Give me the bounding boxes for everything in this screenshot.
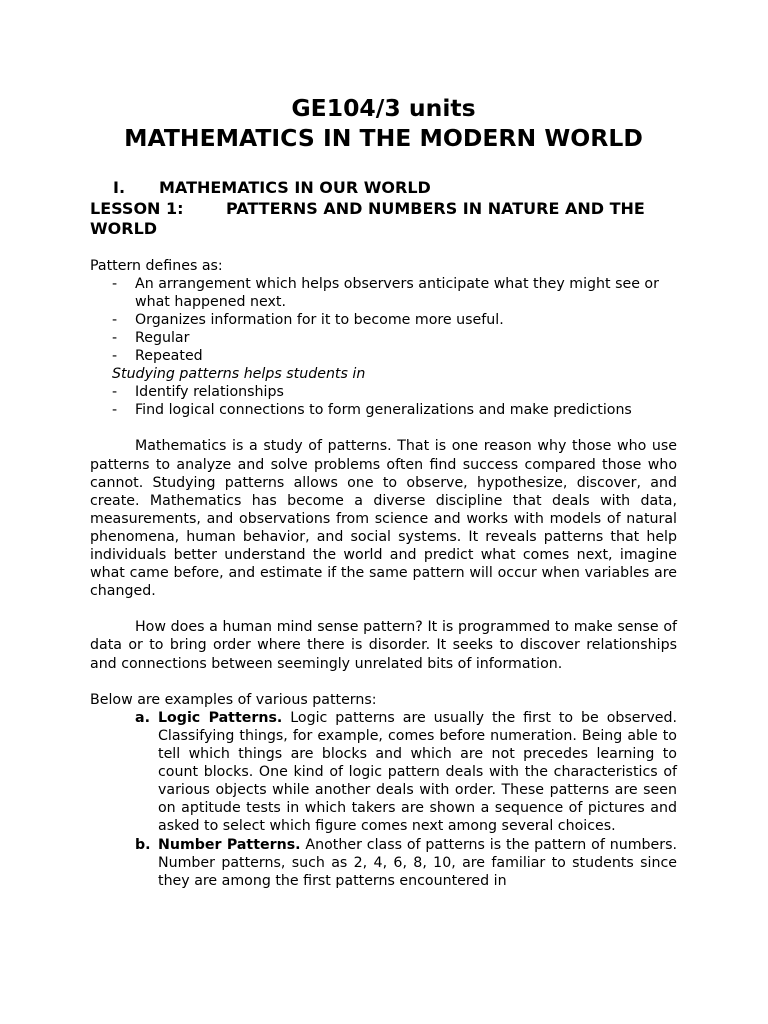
list-item: - Identify relationships xyxy=(112,384,284,401)
list-item: - Organizes information for it to become more useful. xyxy=(112,311,504,328)
section-number: I. xyxy=(113,178,126,197)
list-item-text: Organizes information for it to become more useful. xyxy=(135,311,504,328)
page-content xyxy=(90,93,677,890)
definition-list xyxy=(90,275,677,365)
studying-intro: Studying patterns helps students in xyxy=(112,366,366,383)
spacer xyxy=(90,419,677,437)
pattern-description: Logic patterns are usually the first to be observed. Classifying things, for example, comes before numeration. Being able to tell which things are blocks and which are not precedes learning to count blocks. One kind of logic pattern deals with the characteristics of various objects while another deals with order. These patterns are seen on aptitude tests in which takers are shown a sequence of pictures and asked to select which figure comes next among several choices. xyxy=(158,709,677,835)
list-item: - Regular xyxy=(112,329,190,346)
course-title: MATHEMATICS IN THE MODERN WORLD xyxy=(124,124,643,152)
section-heading xyxy=(90,178,677,199)
pattern-term: Number Patterns. xyxy=(158,836,301,853)
examples-list xyxy=(90,709,677,890)
list-letter: b. xyxy=(135,836,151,853)
list-item-text: Find logical connections to form generalizations and make predictions xyxy=(135,402,632,419)
course-code: GE104/3 units xyxy=(291,94,476,122)
spacer xyxy=(90,673,677,691)
body-paragraph: Mathematics is a study of patterns. That is one reason why those who use patterns to analyze and solve problems often find success compared those who cannot. Studying patterns allows one to observe, hypothesize, discover, and create. Mathematics has become a diverse discipline that deals with data, measurements, and observations from science and works with models of natural phenomena, human behavior, and social systems. It reveals patterns that help individuals better understand the world and predict what comes next, imagine what came before, and estimate if the same pattern will occur when variables are changed. xyxy=(90,438,677,600)
list-item-text: Repeated xyxy=(135,347,203,364)
list-item: - Find logical connections to form generalizations and make predictions xyxy=(112,402,632,419)
pattern-description: Another class of patterns is the pattern of numbers. Number patterns, such as 2, 4, 6, 8, 10, are familiar to students since they are among the first patterns encountered in xyxy=(158,836,677,889)
list-item: - Repeated xyxy=(112,347,203,364)
list-item-text: An arrangement which helps observers anticipate what they might see or what happened next. xyxy=(135,275,659,310)
list-item-text: Regular xyxy=(135,329,190,346)
definition-intro: Pattern defines as: xyxy=(90,257,223,274)
list-item xyxy=(90,709,677,836)
lesson-heading xyxy=(90,199,677,240)
lesson-title: PATTERNS AND NUMBERS IN NATURE AND THE WORLD xyxy=(90,198,645,238)
studying-list xyxy=(90,383,677,419)
pattern-term: Logic Patterns. xyxy=(158,709,283,726)
section-title: MATHEMATICS IN OUR WORLD xyxy=(159,178,431,197)
body-paragraph: How does a human mind sense pattern? It is programmed to make sense of data or to bring order where there is disorder. It seeks to discover relationships and connections between seemingly unrelated bits of information. xyxy=(90,619,677,672)
list-item-text: Identify relationships xyxy=(135,384,284,401)
examples-intro: Below are examples of various patterns: xyxy=(90,691,377,708)
spacer xyxy=(90,600,677,618)
list-item xyxy=(90,836,677,890)
list-letter: a. xyxy=(135,709,150,726)
lesson-label: LESSON 1: xyxy=(90,198,184,218)
list-item: - An arrangement which helps observers anticipate what they might see or what happened next. xyxy=(112,275,659,310)
